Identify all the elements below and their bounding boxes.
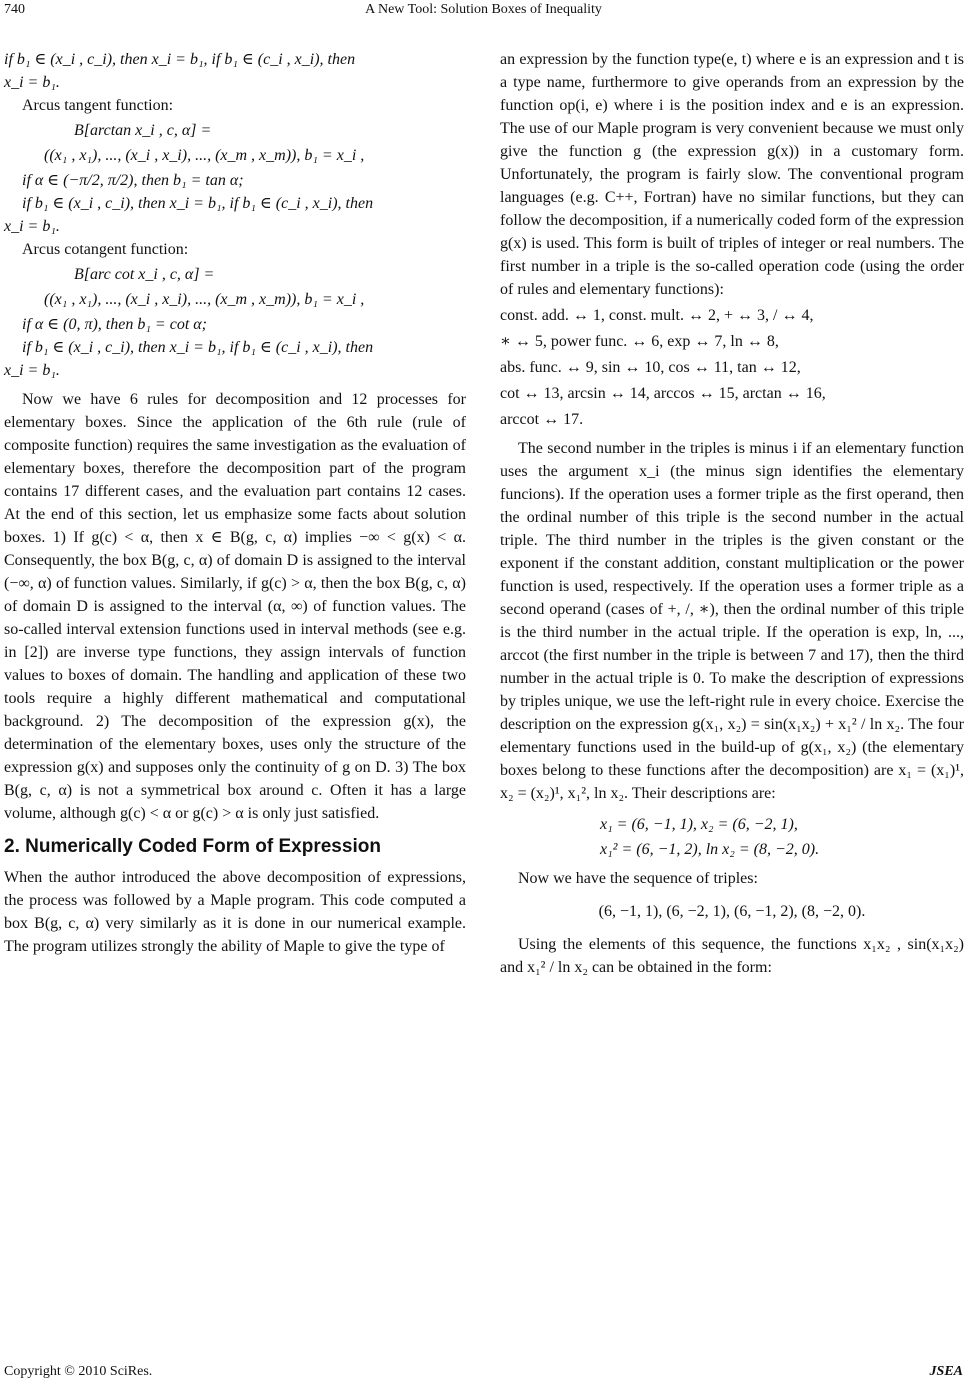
equation: ((x₁ , x₁), ..., (x_i , x_i), ..., (x_m , x_m)), b₁ = x_i , bbox=[44, 291, 365, 308]
running-title: A New Tool: Solution Boxes of Inequality bbox=[365, 2, 602, 17]
subheading-arccot: Arcus cotangent function: bbox=[22, 241, 189, 258]
subheading-arctan: Arcus tangent function: bbox=[22, 97, 174, 114]
opcode-line: abs. func. ↔ 9, sin ↔ 10, cos ↔ 11, tan ↔ 12, bbox=[500, 359, 801, 376]
body-paragraph: Now we have 6 rules for decomposition and 12 processes for elementary boxes. Since the application of the 6th rule (rule of composite function) requires the same investigation as the evaluation of elementary boxes, therefore the decomposition part of the program contains 17 different cases, and the evaluation part contains 12 cases. At the end of this section, let us emphasize some facts about solution boxes. 1) If g(c) < α, then x ∈ B(g, c, α) implies −∞ < g(x) < α. Consequently, the box B(g, c, α) of domain D is assigned to the interval (−∞, α) of function values. Similarly, if g(c) > α, then the box B(g, c, α) of domain D is assigned to the interval (α, ∞) of function values. The so-called interval extension functions used in interval methods (see e.g. in [2]) are inverse type functions, they assign intervals of function values to boxes of domain. The handling and application of these two tools require a highly different mathematical and computational background. 2) The decomposition of the expression g(x), the determination of the elementary boxes, uses only the structure of the expression g(x) and supposes only the continuity of g on D. 3) The box B(g, c, α) is not a symmetrical box around c. Often it has a large volume, although g(c) < α or g(c) > α is only just satisfied. bbox=[4, 391, 466, 822]
rule-line: if b₁ ∈ (x_i , c_i), then x_i = b₁, if b₁ ∈ (c_i , x_i), then bbox=[4, 51, 356, 68]
body-paragraph: Now we have the sequence of triples: bbox=[518, 870, 758, 887]
description-line: x₁² = (6, −1, 2), ln x₂ = (8, −2, 0). bbox=[600, 841, 820, 858]
condition-line: x_i = b₁. bbox=[4, 218, 60, 235]
equation: ((x₁ , x₁), ..., (x_i , x_i), ..., (x_m , x_m)), b₁ = x_i , bbox=[44, 147, 365, 164]
right-column bbox=[500, 48, 964, 979]
condition-line: if α ∈ (0, π), then b₁ = cot α; bbox=[22, 316, 207, 333]
body-paragraph: an expression by the function type(e, t) where e is an expression and t is a type name, furthermore to give operands from an expression by the function op(i, e) where i is the position index and e is an expression. The use of our Maple program is very convenient because we must only give the function g (the expression g(x)) in a customary form. Unfortunately, the program is fairly slow. The conventional program languages (e.g. C++, Fortran) have no similar functions, but they can follow the decomposition, if a numerically coded form of the expression g(x) is used. This form is built of triples of integer or real numbers. The first number in a triple is the so-called operation code (using the order of rules and elementary functions): bbox=[500, 51, 964, 298]
equation: B[arctan x_i , c, α] = bbox=[74, 122, 212, 139]
opcode-line: cot ↔ 13, arcsin ↔ 14, arccos ↔ 15, arctan ↔ 16, bbox=[500, 385, 826, 402]
condition-line: x_i = b₁. bbox=[4, 362, 60, 379]
opcode-line: ∗ ↔ 5, power func. ↔ 6, exp ↔ 7, ln ↔ 8, bbox=[500, 333, 779, 350]
triple-sequence: (6, −1, 1), (6, −2, 1), (6, −1, 2), (8, −2, 0). bbox=[598, 903, 866, 920]
rule-line: x_i = b₁. bbox=[4, 74, 60, 91]
opcode-line: const. add. ↔ 1, const. mult. ↔ 2, + ↔ 3, / ↔ 4, bbox=[500, 307, 814, 324]
page-header bbox=[0, 0, 967, 24]
equation: B[arc cot x_i , c, α] = bbox=[74, 266, 215, 283]
body-paragraph: Using the elements of this sequence, the functions x₁x₂ , sin(x₁x₂) and x₁² / ln x₂ can be obtained in the form: bbox=[500, 936, 964, 976]
journal-name: JSEA bbox=[929, 1364, 963, 1379]
condition-line: if b₁ ∈ (x_i , c_i), then x_i = b₁, if b₁ ∈ (c_i , x_i), then bbox=[22, 195, 374, 212]
section-heading: 2. Numerically Coded Form of Expression bbox=[4, 836, 381, 857]
condition-line: if α ∈ (−π/2, π/2), then b₁ = tan α; bbox=[22, 172, 244, 189]
opcode-line: arccot ↔ 17. bbox=[500, 411, 584, 428]
page-number: 740 bbox=[4, 2, 25, 17]
body-paragraph: When the author introduced the above decomposition of expressions, the process was followed by a Maple program. This code computed a box B(g, c, α) very similarly as it is done in our numerical example. The program utilizes strongly the ability of Maple to give the type of bbox=[4, 869, 466, 955]
body-paragraph: The second number in the triples is minus i if an elementary function uses the argument x_i (the minus sign identifies the elementary funcions). If the operation uses a former triple as the first operand, then the ordinal number of this triple is the second number in the actual triple. The third number in the triples is the given constant or the exponent if the constant addition, constant multiplication or the power function is used, respectively. If the operation uses a former triple as a second operand (cases of +, /, ∗), then the ordinal number of this triple is the third number in the actual triple. If the operation is exp, ln, ..., arccot (the first number in the triple is between 7 and 17), then the third number in the actual triple is 0. To make the description of expressions by triples unique, we use the left-right rule in every choice. Exercise the description on the expression g(x₁, x₂) = sin(x₁x₂) + x₁² / ln x₂. The four elementary functions used in the build-up of g(x₁, x₂) (the elementary boxes belong to these functions after the decomposition) are x₁ = (x₁)¹, x₂ = (x₂)¹, x₁², ln x₂. Their descriptions are: bbox=[500, 440, 964, 802]
left-column bbox=[4, 48, 466, 958]
copyright-text: Copyright © 2010 SciRes. bbox=[4, 1364, 153, 1379]
page-footer bbox=[0, 1362, 967, 1386]
condition-line: if b₁ ∈ (x_i , c_i), then x_i = b₁, if b₁ ∈ (c_i , x_i), then bbox=[22, 339, 374, 356]
description-line: x₁ = (6, −1, 1), x₂ = (6, −2, 1), bbox=[600, 816, 798, 833]
